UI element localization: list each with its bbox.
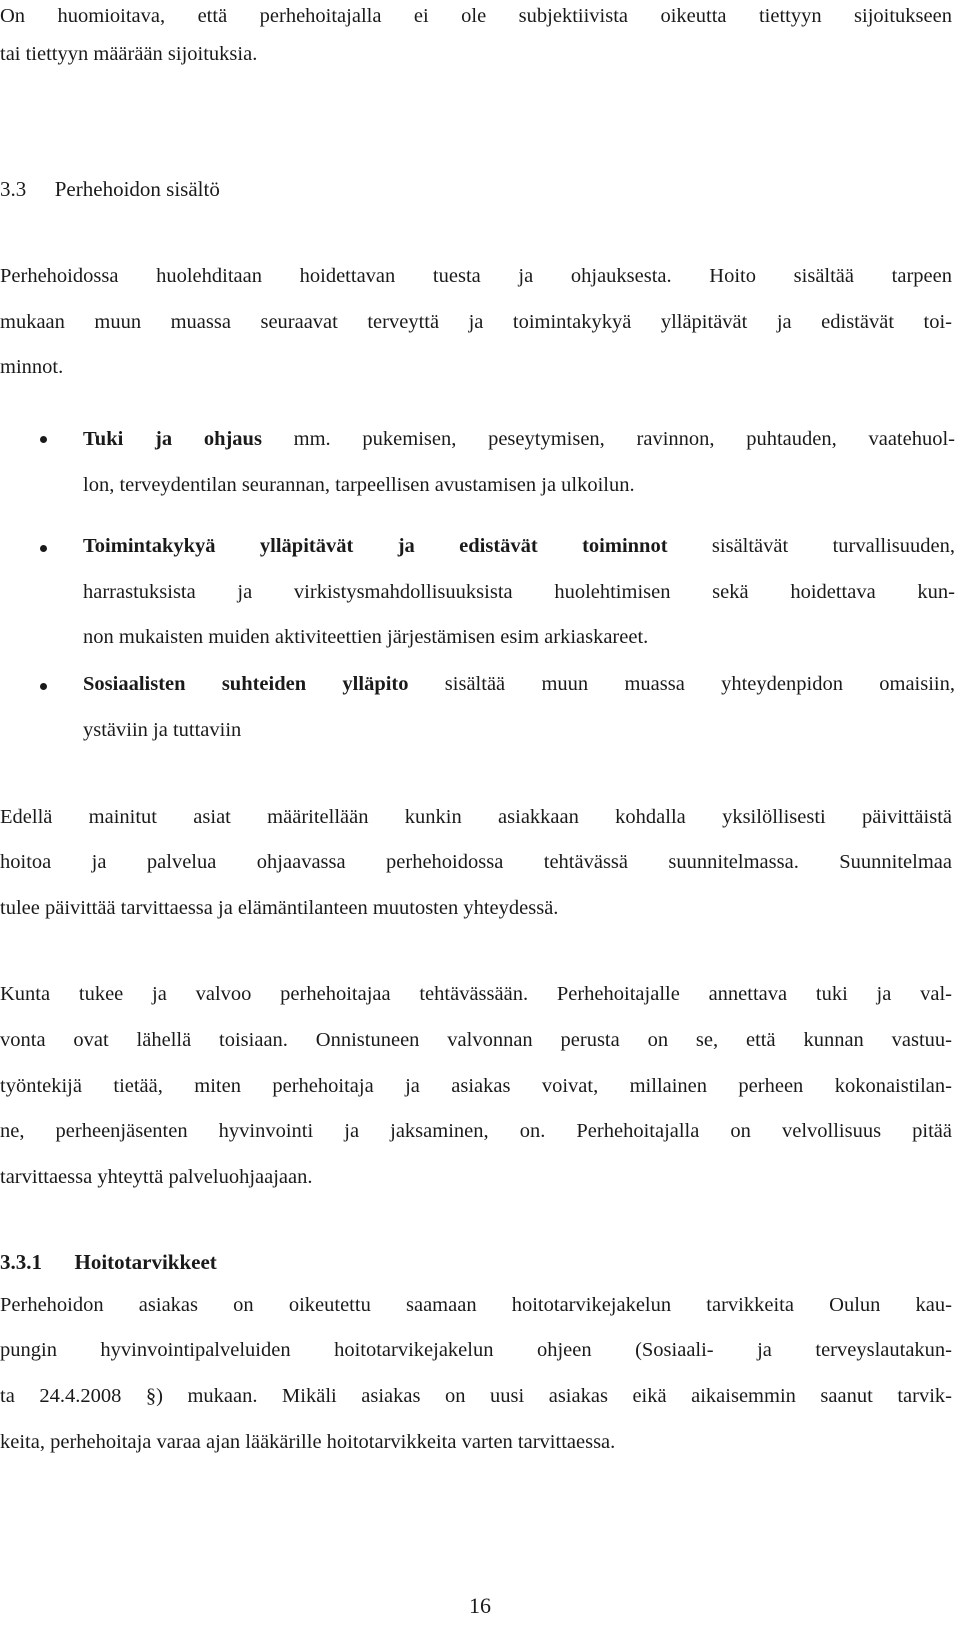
- bullet-text: mm. pukemisen, peseytymisen, ravinnon, puhtauden, vaatehuol-: [261, 428, 955, 450]
- subsection-title: Hoitotarvikkeet: [74, 1250, 217, 1274]
- paragraph-line: vonta ovat lähellä toisiaan. Onnistuneen valvonnan perusta on se, että kunnan vastuu-: [0, 1029, 952, 1051]
- bullet-bold: Toimintakykyä ylläpitävät ja edistävät toiminnot: [83, 535, 668, 557]
- bullet-line: [83, 670, 955, 698]
- paragraph-line: On huomioitava, että perhehoitajalla ei ole subjektiivista oikeutta tiettyyn sijoitukseen: [0, 5, 952, 27]
- paragraph-line: tai tiettyyn määrään sijoituksia.: [0, 43, 258, 65]
- paragraph-line: Perhehoidon asiakas on oikeutettu saamaan hoitotarvikejakelun tarvikkeita Oulun kau-: [0, 1294, 952, 1316]
- paragraph-line: työntekijä tietää, miten perhehoitaja ja asiakas voivat, millainen perheen kokonaistilan-: [0, 1075, 952, 1097]
- paragraph-line: keita, perhehoitaja varaa ajan lääkärille hoitotarvikkeita varten tarvittaessa.: [0, 1431, 616, 1453]
- paragraph-line: hoitoa ja palvelua ohjaavassa perhehoidossa tehtävässä suunnitelmassa. Suunnitelmaa: [0, 851, 952, 873]
- bullet-icon: [40, 683, 47, 690]
- paragraph-line: Perhehoidossa huolehditaan hoidettavan tuesta ja ohjauksesta. Hoito sisältää tarpeen: [0, 265, 952, 287]
- paragraph-line: ne, perheenjäsenten hyvinvointi ja jaksaminen, on. Perhehoitajalla on velvollisuus pitää: [0, 1120, 952, 1142]
- paragraph-line: pungin hyvinvointipalveluiden hoitotarvikejakelun ohjeen (Sosiaali- ja terveyslautakun-: [0, 1339, 952, 1361]
- paragraph-line: tulee päivittää tarvittaessa ja elämäntilanteen muutosten yhteydessä.: [0, 897, 559, 919]
- bullet-bold: Sosiaalisten suhteiden ylläpito: [83, 673, 409, 695]
- bullet-line: ystäviin ja tuttaviin: [83, 719, 242, 741]
- subsection-heading: [0, 1248, 217, 1276]
- section-number: 3.3: [0, 177, 27, 201]
- subsection-number: 3.3.1: [0, 1250, 42, 1274]
- bullet-text: sisältävät turvallisuuden,: [667, 535, 955, 557]
- bullet-text: sisältää muun muassa yhteydenpidon omaisiin,: [408, 673, 955, 695]
- paragraph-line: minnot.: [0, 356, 64, 378]
- bullet-line: lon, terveydentilan seurannan, tarpeellisen avustamisen ja ulkoilun.: [83, 474, 635, 496]
- bullet-bold: Tuki ja ohjaus: [83, 428, 262, 450]
- bullet-line: [83, 532, 955, 560]
- paragraph-line: mukaan muun muassa seuraavat terveyttä ja toimintakykyä ylläpitävät ja edistävät toi-: [0, 311, 952, 333]
- bullet-line: non mukaisten muiden aktiviteettien järjestämisen esim arkiaskareet.: [83, 626, 649, 648]
- bullet-icon: [40, 545, 47, 552]
- bullet-icon: [40, 436, 47, 443]
- bullet-line: [83, 425, 955, 453]
- section-heading: [0, 175, 220, 203]
- paragraph-line: ta 24.4.2008 §) mukaan. Mikäli asiakas on uusi asiakas eikä aikaisemmin saanut tarvik-: [0, 1385, 952, 1407]
- section-title: Perhehoidon sisältö: [54, 177, 220, 201]
- page-number: 16: [469, 1593, 491, 1618]
- bullet-line: harrastuksista ja virkistysmahdollisuuksista huolehtimisen sekä hoidettava kun-: [83, 581, 955, 603]
- paragraph-line: Kunta tukee ja valvoo perhehoitajaa tehtävässään. Perhehoitajalle annettava tuki ja val-: [0, 983, 952, 1005]
- paragraph-line: tarvittaessa yhteyttä palveluohjaajaan.: [0, 1166, 313, 1188]
- paragraph-line: Edellä mainitut asiat määritellään kunkin asiakkaan kohdalla yksilöllisesti päivittäistä: [0, 806, 952, 828]
